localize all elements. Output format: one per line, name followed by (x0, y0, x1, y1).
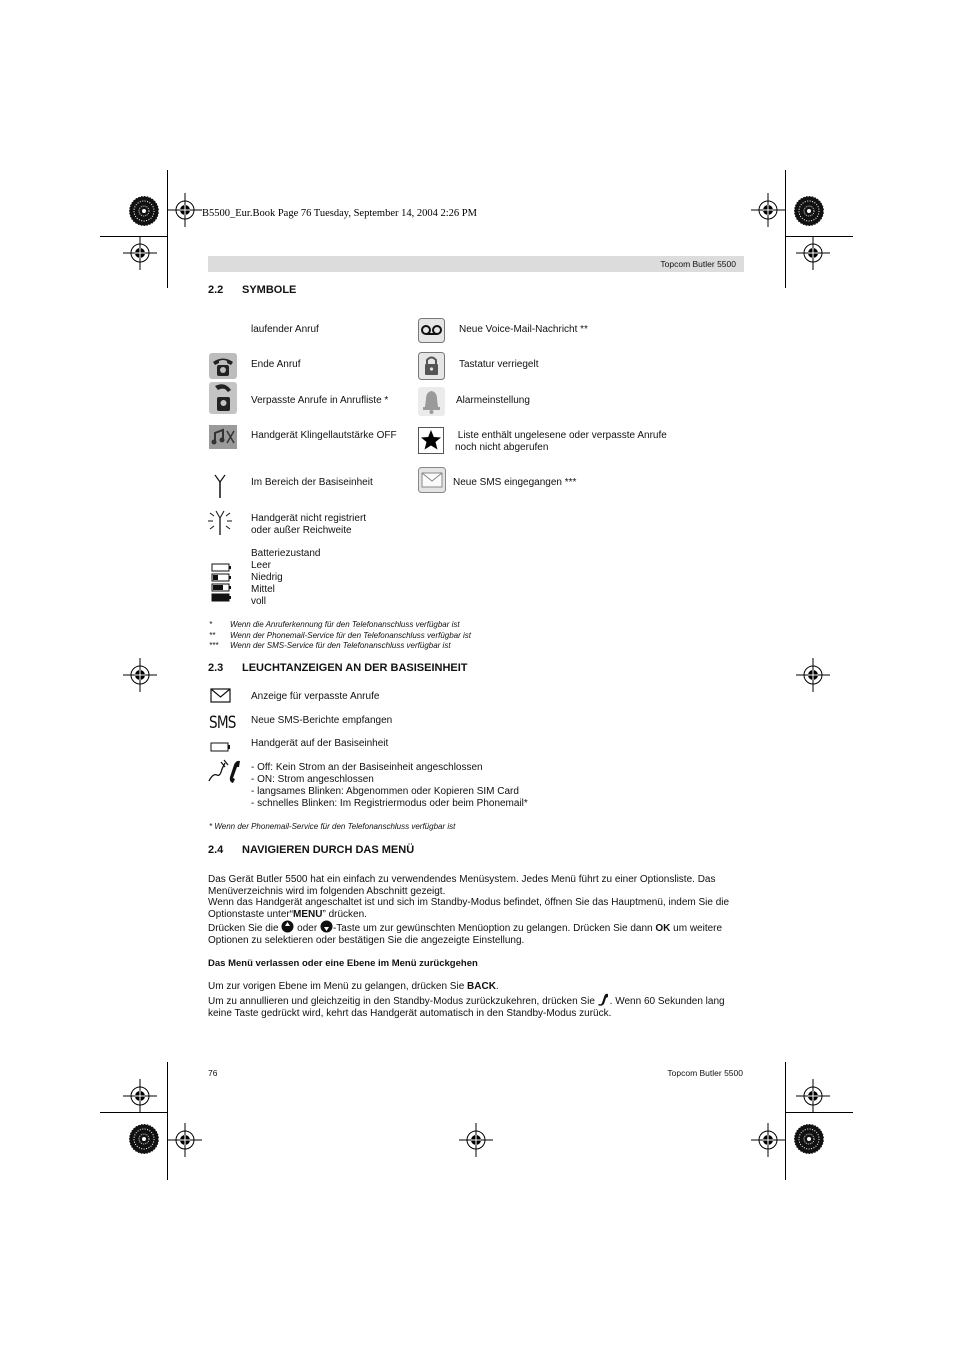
footnote-list (209, 620, 471, 652)
footnote-text: Wenn der SMS-Service für den Telefonanschluss verfügbar ist (230, 641, 451, 650)
footer-product: Topcom Butler 5500 (667, 1068, 743, 1078)
text-run: um weitere Optionen zu selektieren oder bestätigen Sie die angezeigte Einstellung. (208, 923, 723, 946)
paragraph (208, 920, 748, 946)
power-status-line: - Off: Kein Strom an der Basiseinheit angeschlossen (251, 762, 483, 773)
footnote: * Wenn der Phonemail-Service für den Telefonanschluss verfügbar ist (209, 822, 456, 831)
envelope-icon (418, 467, 446, 493)
text-run: Wenn das Handgerät angeschaltet ist und sich im Standby-Modus befindet, öffnen Sie das Hauptmenü, indem Sie die Optionstaste unter“ (208, 897, 730, 920)
power-phone-icon (207, 759, 243, 785)
battery-title: Batteriezustand (251, 548, 321, 559)
subheading: Das Menü verlassen oder eine Ebene im Menü zurückgehen (208, 958, 478, 970)
crop-info-text: B5500_Eur.Book Page 76 Tuesday, September 14, 2004 2:26 PM (202, 208, 477, 219)
text-run: Drücken Sie die (208, 923, 282, 935)
nav-down-key-icon (320, 920, 333, 933)
symbol-label: Ende Anruf (251, 359, 301, 370)
symbol-label (455, 430, 667, 454)
footnote (209, 631, 471, 642)
footnote (209, 620, 471, 631)
section-number: 2.4 (208, 844, 224, 856)
battery-level: voll (251, 596, 267, 607)
power-status-line: - langsames Blinken: Abgenommen oder Kopieren SIM Card (251, 786, 519, 797)
symbol-label-line: noch nicht abgerufen (455, 442, 549, 453)
section-heading-2-3 (208, 662, 468, 674)
header-product: Topcom Butler 5500 (660, 259, 736, 269)
symbol-label: Im Bereich der Basiseinheit (251, 477, 373, 488)
text-run: oder (294, 923, 320, 935)
missed-call-icon (209, 382, 237, 414)
antenna-blink-icon (207, 508, 233, 536)
text-run: Um zu annullieren und gleichzeitig in den Standby-Modus zurückzukehren, drücken Sie (208, 995, 598, 1007)
section-title: SYMBOLE (242, 284, 297, 296)
text-run: -Taste um zur gewünschten Menüoption zu gelangen. Drücken Sie dann (332, 923, 656, 935)
battery-level: Mittel (251, 584, 275, 595)
symbol-label: Neue Voice-Mail-Nachricht ** (459, 324, 588, 335)
symbol-label: Neue SMS eingegangen *** (453, 477, 577, 488)
symbol-label: Verpasste Anrufe in Anrufliste * (251, 395, 389, 406)
sms-text-icon: SMS (209, 713, 236, 733)
spacer (208, 970, 748, 982)
symbol-label-line: Handgerät nicht registriert (251, 513, 367, 524)
ringer-off-icon (209, 425, 237, 449)
battery-level: Niedrig (251, 572, 283, 583)
battery-outline-icon (210, 742, 232, 753)
text-run: Um zur vorigen Ebene im Menü zu gelangen, drücken Sie (208, 981, 468, 993)
footnote-text: Wenn die Anruferkennung für den Telefonanschluss verfügbar ist (230, 620, 460, 629)
body-text (208, 874, 748, 1019)
section-number: 2.3 (208, 662, 224, 674)
section-title: LEUCHTANZEIGEN AN DER BASISEINHEIT (242, 662, 468, 674)
voicemail-icon (418, 318, 445, 343)
nav-up-key-icon (281, 920, 294, 933)
page-header (208, 256, 744, 272)
paragraph (208, 993, 748, 1019)
spacer (208, 947, 748, 959)
menu-key-label: MENU (293, 908, 323, 920)
keypad-lock-icon (418, 352, 445, 380)
symbol-label-line: oder außer Reichweite (251, 525, 352, 536)
star-icon (418, 427, 444, 454)
battery-label-list (251, 548, 321, 608)
symbol-label: Handgerät Klingellautstärke OFF (251, 430, 397, 441)
text-run: . (495, 981, 499, 993)
text-run: . Wenn 60 Sekunden lang keine Taste gedrückt wird, kehrt das Handgerät automatisch in den Standby-Modus zurück. (208, 995, 725, 1019)
footnote-symbol: *** (209, 641, 219, 650)
alarm-bell-icon (418, 387, 445, 416)
section-heading-2-4 (208, 844, 414, 856)
symbol-label: Alarmeinstellung (456, 395, 530, 406)
power-status-line: - ON: Strom angeschlossen (251, 774, 374, 785)
footnote-symbol: * (209, 620, 213, 629)
symbol-label: Tastatur verriegelt (459, 359, 539, 370)
envelope-outline-icon (210, 688, 232, 704)
symbol-label: laufender Anruf (251, 324, 319, 335)
ok-key-label: OK (655, 923, 671, 935)
section-number: 2.2 (208, 284, 224, 296)
indicator-label: Handgerät auf der Basiseinheit (251, 738, 389, 749)
end-call-key-icon (598, 993, 610, 1006)
section-heading-2-2 (208, 284, 296, 296)
antenna-icon (211, 474, 229, 498)
indicator-label: Anzeige für verpasste Anrufe (251, 691, 380, 702)
page-number: 76 (208, 1068, 218, 1078)
footnote (209, 641, 471, 652)
footnote-text: Wenn der Phonemail-Service für den Telefonanschluss verfügbar ist (230, 630, 472, 640)
text-run: ” drücken. (322, 908, 367, 920)
power-status-line: - schnelles Blinken: Im Registriermodus oder beim Phonemail* (251, 798, 528, 809)
phone-hangup-icon (209, 353, 237, 379)
back-key-label: BACK (467, 981, 496, 993)
power-status-list (251, 762, 528, 810)
paragraph (208, 897, 748, 920)
footnote-symbol: ** (209, 630, 216, 640)
paragraph (208, 981, 748, 993)
symbol-label-line: Liste enthält ungelesene oder verpasste Anrufe (455, 430, 667, 441)
section-title: NAVIGIEREN DURCH DAS MENÜ (242, 844, 415, 856)
symbol-label (251, 513, 366, 537)
paragraph: Das Gerät Butler 5500 hat ein einfach zu verwendendes Menüsystem. Jedes Menü führt zu einer Optionsliste. Das Menüverzeichnis wird im folgenden Abschnitt gezeigt. (208, 874, 716, 897)
battery-levels-icon (211, 563, 233, 603)
battery-level: Leer (251, 560, 272, 571)
indicator-label: Neue SMS-Berichte empfangen (251, 715, 393, 726)
